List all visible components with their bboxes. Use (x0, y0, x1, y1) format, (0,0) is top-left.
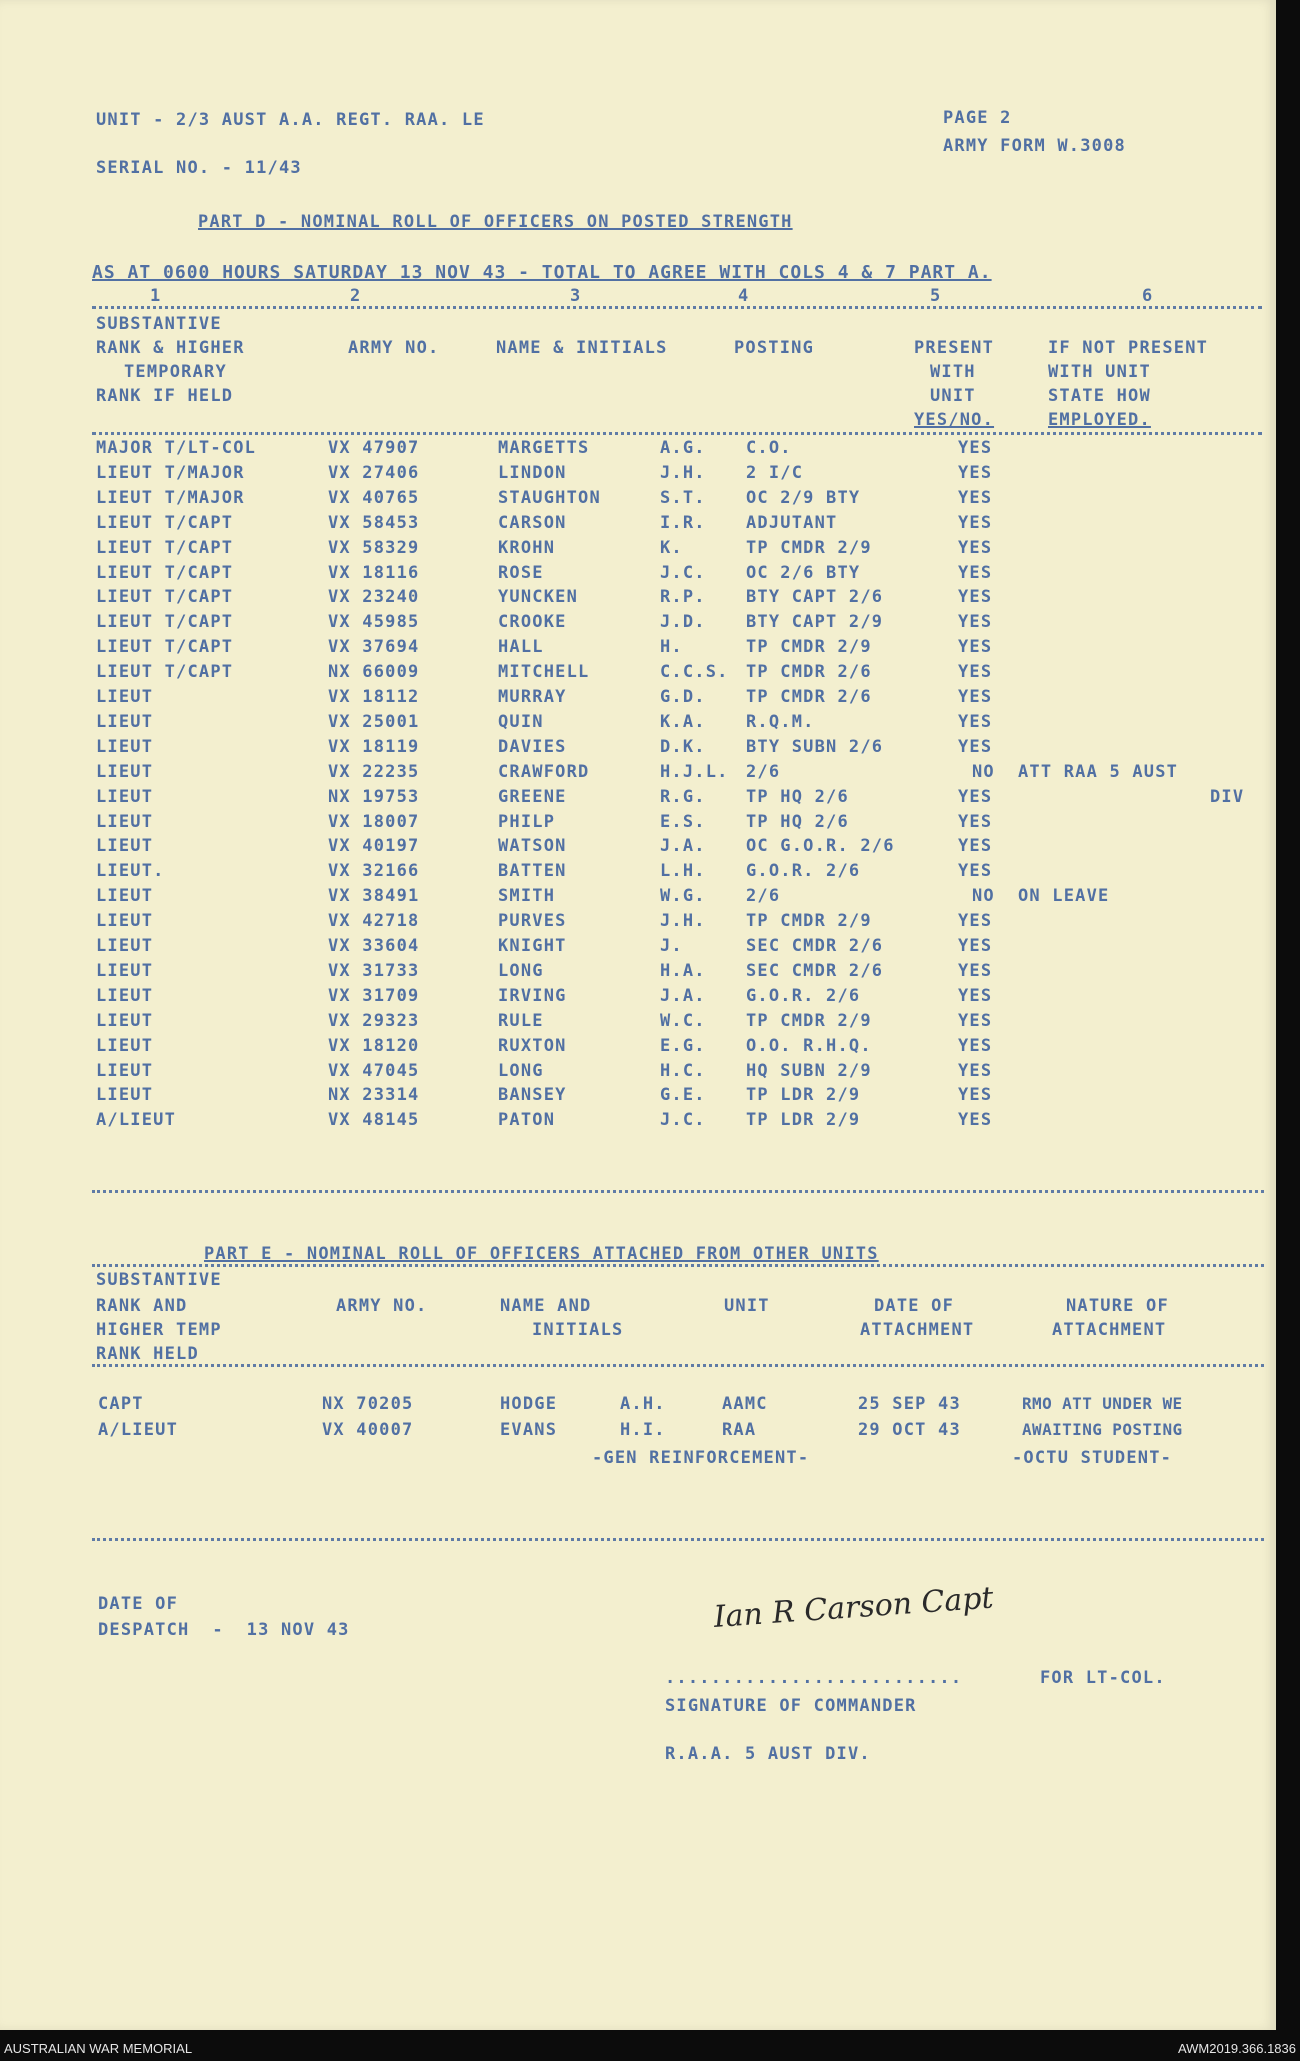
header-ifnot-line: STATE HOW (1048, 386, 1151, 406)
row-name: CARSON (498, 512, 567, 533)
row-rank: LIEUT T/CAPT (96, 612, 234, 633)
row-name: KROHN (498, 537, 556, 558)
row-rank: LIEUT. (96, 861, 165, 882)
row-initials: G.D. (660, 687, 706, 707)
row-posting: TP LDR 2/9 (746, 1085, 861, 1106)
row-posting: HQ SUBN 2/9 (746, 1060, 872, 1081)
row-initials: W.G. (660, 886, 706, 907)
row-army-no: VX 37694 (328, 637, 420, 658)
row-posting: G.O.R. 2/6 (746, 861, 861, 882)
row-rank: LIEUT (96, 761, 154, 782)
row-posting: BTY CAPT 2/9 (746, 612, 884, 633)
col-number: 5 (930, 286, 942, 306)
col-number: 3 (570, 286, 582, 306)
row-rank: LIEUT (96, 736, 154, 757)
col-number: 6 (1142, 286, 1154, 306)
row-initials: K.A. (660, 711, 706, 732)
header-rank-line: SUBSTANTIVE (96, 314, 222, 334)
row-initials: H.A. (660, 960, 706, 981)
row-army-no: VX 18120 (328, 1035, 420, 1056)
row-initials: I.R. (660, 512, 706, 533)
header-rank-line: HIGHER TEMP (96, 1320, 222, 1340)
row-present: YES (958, 960, 993, 981)
row-rank: LIEUT T/CAPT (96, 662, 234, 683)
row-army-no: VX 18112 (328, 687, 420, 707)
row-note: ON LEAVE (1018, 886, 1110, 907)
row-date: 25 SEP 43 (858, 1394, 961, 1414)
divider (92, 306, 1262, 309)
col-number: 1 (150, 286, 162, 306)
header-ifnot-line: EMPLOYED. (1048, 410, 1151, 430)
row-present: YES (958, 786, 993, 807)
part-e-title: PART E - NOMINAL ROLL OF OFFICERS ATTACHED FROM OTHER UNITS (204, 1244, 879, 1264)
row-name: CRAWFORD (498, 761, 590, 782)
row-name: WATSON (498, 836, 567, 857)
row-present: YES (958, 687, 993, 707)
row-army-no: NX 66009 (328, 662, 420, 683)
row-posting: O.O. R.H.Q. (746, 1035, 872, 1056)
row-name: BANSEY (498, 1085, 567, 1106)
row-name: YUNCKEN (498, 587, 579, 608)
row-army-no: VX 42718 (328, 911, 420, 932)
row-rank: LIEUT (96, 1060, 154, 1081)
row-posting: TP CMDR 2/9 (746, 637, 872, 658)
row-present: YES (958, 662, 993, 683)
header-army-no: ARMY NO. (348, 338, 440, 358)
row-posting: TP CMDR 2/9 (746, 537, 872, 558)
row-note: ATT RAA 5 AUST (1018, 761, 1179, 782)
row-rank: LIEUT (96, 960, 154, 981)
row-army-no: VX 18007 (328, 811, 420, 832)
row-name: MURRAY (498, 687, 567, 707)
row-name: LONG (498, 960, 544, 981)
row-name: LONG (498, 1060, 544, 1081)
signature-formation: R.A.A. 5 AUST DIV. (665, 1744, 871, 1764)
row-rank: LIEUT (96, 836, 154, 857)
row-army-no: NX 23314 (328, 1085, 420, 1106)
row-initials: J.A. (660, 836, 706, 857)
scan-edge (1276, 0, 1300, 2030)
row-initials: D.K. (660, 736, 706, 757)
row-rank: MAJOR T/LT-COL (96, 438, 257, 458)
divider (92, 1190, 1264, 1193)
row-name: CROOKE (498, 612, 567, 633)
row-initials: H. (660, 637, 683, 658)
row-present: YES (958, 1110, 993, 1131)
row-initials: H.I. (620, 1420, 666, 1440)
row-posting: SEC CMDR 2/6 (746, 936, 884, 956)
row-unit: AAMC (722, 1394, 768, 1414)
row-rank: A/LIEUT (96, 1110, 177, 1131)
header-posting: POSTING (734, 338, 815, 358)
part-d-title: PART D - NOMINAL ROLL OF OFFICERS ON POSTED STRENGTH (198, 212, 793, 232)
row-initials: W.C. (660, 1010, 706, 1031)
divider (92, 1264, 1264, 1267)
row-rank: LIEUT T/CAPT (96, 512, 234, 533)
row-army-no: VX 47907 (328, 438, 420, 458)
row-rank: LIEUT T/CAPT (96, 637, 234, 658)
row-initials: J.C. (660, 562, 706, 583)
row-present: NO (972, 761, 995, 782)
row-posting: SEC CMDR 2/6 (746, 960, 884, 981)
row-present: YES (958, 438, 993, 458)
row-name: PURVES (498, 911, 567, 932)
header-present-line: UNIT (930, 386, 976, 406)
row-posting: 2 I/C (746, 462, 804, 483)
row-present: YES (958, 711, 993, 732)
row-rank: LIEUT (96, 985, 154, 1006)
row-present: YES (958, 1010, 993, 1031)
despatch-label: DATE OF (98, 1594, 179, 1614)
header-name: NAME & INITIALS (496, 338, 668, 358)
row-initials: E.G. (660, 1035, 706, 1056)
divider (92, 1364, 1264, 1367)
signature-for: FOR LT-COL. (1040, 1668, 1166, 1688)
row-posting: TP CMDR 2/6 (746, 662, 872, 683)
row-name: KNIGHT (498, 936, 567, 956)
row-name: HALL (498, 637, 544, 658)
header-rank-line: SUBSTANTIVE (96, 1270, 222, 1290)
row-present: YES (958, 1060, 993, 1081)
row-army-no: VX 29323 (328, 1010, 420, 1031)
header-present-line: WITH (930, 362, 976, 382)
army-form: ARMY FORM W.3008 (943, 136, 1126, 156)
row-present: YES (958, 537, 993, 558)
row-army-no: VX 48145 (328, 1110, 420, 1131)
row-present: YES (958, 462, 993, 483)
row-army-no: VX 40007 (322, 1420, 414, 1440)
row-name: MARGETTS (498, 438, 590, 458)
row-initials: J.H. (660, 911, 706, 932)
row-posting: ADJUTANT (746, 512, 838, 533)
header-rank-line: TEMPORARY (124, 362, 227, 382)
header-rank-line: RANK HELD (96, 1344, 199, 1364)
header-date-line: ATTACHMENT (860, 1320, 975, 1340)
row-name: PHILP (498, 811, 556, 832)
footer-credit: AUSTRALIAN WAR MEMORIAL (4, 2041, 193, 2056)
col-number: 4 (738, 286, 750, 306)
row-rank: LIEUT (96, 687, 154, 707)
row-initials: J.A. (660, 985, 706, 1006)
signature-caption: SIGNATURE OF COMMANDER (665, 1696, 917, 1716)
row-initials: R.G. (660, 786, 706, 807)
row-rank: A/LIEUT (98, 1420, 179, 1440)
row-initials: E.S. (660, 811, 706, 832)
row-posting: BTY SUBN 2/6 (746, 736, 884, 757)
header-ifnot-line: WITH UNIT (1048, 362, 1151, 382)
row-initials: A.H. (620, 1394, 666, 1414)
unit-line: UNIT - 2/3 AUST A.A. REGT. RAA. LE (96, 110, 485, 130)
row-initials: G.E. (660, 1085, 706, 1106)
header-ifnot-line: IF NOT PRESENT (1048, 338, 1209, 358)
row-army-no: VX 58453 (328, 512, 420, 533)
row-army-no: VX 40765 (328, 487, 420, 508)
header-date-line: DATE OF (874, 1296, 955, 1316)
row-present: YES (958, 587, 993, 608)
row-posting: TP CMDR 2/9 (746, 911, 872, 932)
row-posting: BTY CAPT 2/6 (746, 587, 884, 608)
divider (92, 432, 1262, 435)
row-initials: J.C. (660, 1110, 706, 1131)
row-initials: H.C. (660, 1060, 706, 1081)
row-posting: TP HQ 2/6 (746, 811, 849, 832)
row-posting: 2/6 (746, 761, 781, 782)
row-posting: C.O. (746, 438, 792, 458)
row-army-no: VX 40197 (328, 836, 420, 857)
handwritten-signature: Ian R Carson Capt (712, 1580, 995, 1635)
row-present: YES (958, 612, 993, 633)
row-present: YES (958, 736, 993, 757)
row-rank: CAPT (98, 1394, 144, 1414)
row-note: DIV (1210, 786, 1245, 807)
row-name: RUXTON (498, 1035, 567, 1056)
row-rank: LIEUT (96, 811, 154, 832)
row-army-no: VX 18116 (328, 562, 420, 583)
row-army-no: VX 18119 (328, 736, 420, 757)
row-posting: G.O.R. 2/6 (746, 985, 861, 1006)
footer-bar (0, 2030, 1300, 2061)
col-number: 2 (350, 286, 362, 306)
row-rank: LIEUT (96, 886, 154, 907)
row-initials: A.G. (660, 438, 706, 458)
header-name-line: INITIALS (532, 1320, 624, 1340)
row-name: PATON (498, 1110, 556, 1131)
row-rank: LIEUT (96, 786, 154, 807)
row-initials: J.H. (660, 462, 706, 483)
row-army-no: VX 45985 (328, 612, 420, 633)
row-name: MITCHELL (498, 662, 590, 683)
row-posting: OC 2/6 BTY (746, 562, 861, 583)
row-present: YES (958, 811, 993, 832)
row-army-no: VX 27406 (328, 462, 420, 483)
row-present: YES (958, 861, 993, 882)
row-posting: R.Q.M. (746, 711, 815, 732)
header-present-line: YES/NO. (914, 410, 995, 430)
row-posting: TP CMDR 2/6 (746, 687, 872, 707)
row-present: YES (958, 637, 993, 658)
row-initials: J.D. (660, 612, 706, 633)
row-army-no: VX 22235 (328, 761, 420, 782)
serial-number: SERIAL NO. - 11/43 (96, 158, 302, 178)
row-rank: LIEUT T/MAJOR (96, 462, 245, 483)
row-present: YES (958, 1035, 993, 1056)
row-army-no: VX 47045 (328, 1060, 420, 1081)
row-initials: R.P. (660, 587, 706, 608)
page-number: PAGE 2 (943, 108, 1012, 128)
row-name: QUIN (498, 711, 544, 732)
row-present: YES (958, 1085, 993, 1106)
header-rank-line: RANK IF HELD (96, 386, 234, 406)
row-name: RULE (498, 1010, 544, 1031)
row-rank: LIEUT (96, 936, 154, 956)
row-unit: RAA (722, 1420, 757, 1440)
row-posting: TP CMDR 2/9 (746, 1010, 872, 1031)
row-name: HODGE (500, 1394, 558, 1414)
row-initials: C.C.S. (660, 662, 729, 683)
row-rank: LIEUT (96, 1085, 154, 1106)
row-initials: L.H. (660, 861, 706, 882)
row-rank: LIEUT T/CAPT (96, 537, 234, 558)
row-date: 29 OCT 43 (858, 1420, 961, 1440)
row-present: YES (958, 911, 993, 932)
header-army-no: ARMY NO. (336, 1296, 428, 1316)
header-unit: UNIT (724, 1296, 770, 1316)
row-army-no: VX 58329 (328, 537, 420, 558)
row-name: ROSE (498, 562, 544, 583)
row-present: YES (958, 985, 993, 1006)
row-present: YES (958, 836, 993, 857)
row-name: IRVING (498, 985, 567, 1006)
row-initials: K. (660, 537, 683, 558)
footer-reference: AWM2019.366.1836 (1177, 2041, 1296, 2056)
part-d-as-at: AS AT 0600 HOURS SATURDAY 13 NOV 43 - TOTAL TO AGREE WITH COLS 4 & 7 PART A. (92, 262, 992, 283)
row-army-no: VX 23240 (328, 587, 420, 608)
despatch-date: DESPATCH - 13 NOV 43 (98, 1620, 350, 1640)
row-rank: LIEUT T/CAPT (96, 562, 234, 583)
row-present: YES (958, 936, 993, 956)
header-rank-line: RANK AND (96, 1296, 188, 1316)
row-rank: LIEUT (96, 1010, 154, 1031)
row-army-no: VX 33604 (328, 936, 420, 956)
row-rank: LIEUT (96, 711, 154, 732)
row-name: EVANS (500, 1420, 558, 1440)
part-e-note-right: -OCTU STUDENT- (1012, 1448, 1173, 1468)
header-present-line: PRESENT (914, 338, 995, 358)
row-rank: LIEUT (96, 1035, 154, 1056)
row-initials: S.T. (660, 487, 706, 508)
part-e-note-left: -GEN REINFORCEMENT- (592, 1448, 810, 1468)
row-name: LINDON (498, 462, 567, 483)
header-nature-line: NATURE OF (1066, 1296, 1169, 1316)
row-nature: AWAITING POSTING (1022, 1420, 1183, 1439)
signature-dots: .......................... (665, 1668, 963, 1688)
row-rank: LIEUT (96, 911, 154, 932)
row-name: STAUGHTON (498, 487, 601, 508)
row-rank: LIEUT T/CAPT (96, 587, 234, 608)
row-posting: 2/6 (746, 886, 781, 907)
row-name: GREENE (498, 786, 567, 807)
row-army-no: NX 19753 (328, 786, 420, 807)
header-name-line: NAME AND (500, 1296, 592, 1316)
row-posting: OC 2/9 BTY (746, 487, 861, 508)
row-nature: RMO ATT UNDER WE (1022, 1394, 1183, 1413)
row-name: DAVIES (498, 736, 567, 757)
row-initials: H.J.L. (660, 761, 729, 782)
row-name: SMITH (498, 886, 556, 907)
header-rank-line: RANK & HIGHER (96, 338, 245, 358)
row-army-no: VX 25001 (328, 711, 420, 732)
row-posting: OC G.O.R. 2/6 (746, 836, 895, 857)
row-army-no: VX 32166 (328, 861, 420, 882)
row-posting: TP HQ 2/6 (746, 786, 849, 807)
row-army-no: VX 38491 (328, 886, 420, 907)
row-initials: J. (660, 936, 683, 956)
row-rank: LIEUT T/MAJOR (96, 487, 245, 508)
header-nature-line: ATTACHMENT (1052, 1320, 1167, 1340)
row-present: YES (958, 562, 993, 583)
divider (92, 1538, 1264, 1541)
row-army-no: VX 31733 (328, 960, 420, 981)
row-present: YES (958, 512, 993, 533)
row-army-no: VX 31709 (328, 985, 420, 1006)
row-present: YES (958, 487, 993, 508)
row-present: NO (972, 886, 995, 907)
row-name: BATTEN (498, 861, 567, 882)
row-posting: TP LDR 2/9 (746, 1110, 861, 1131)
row-army-no: NX 70205 (322, 1394, 414, 1414)
